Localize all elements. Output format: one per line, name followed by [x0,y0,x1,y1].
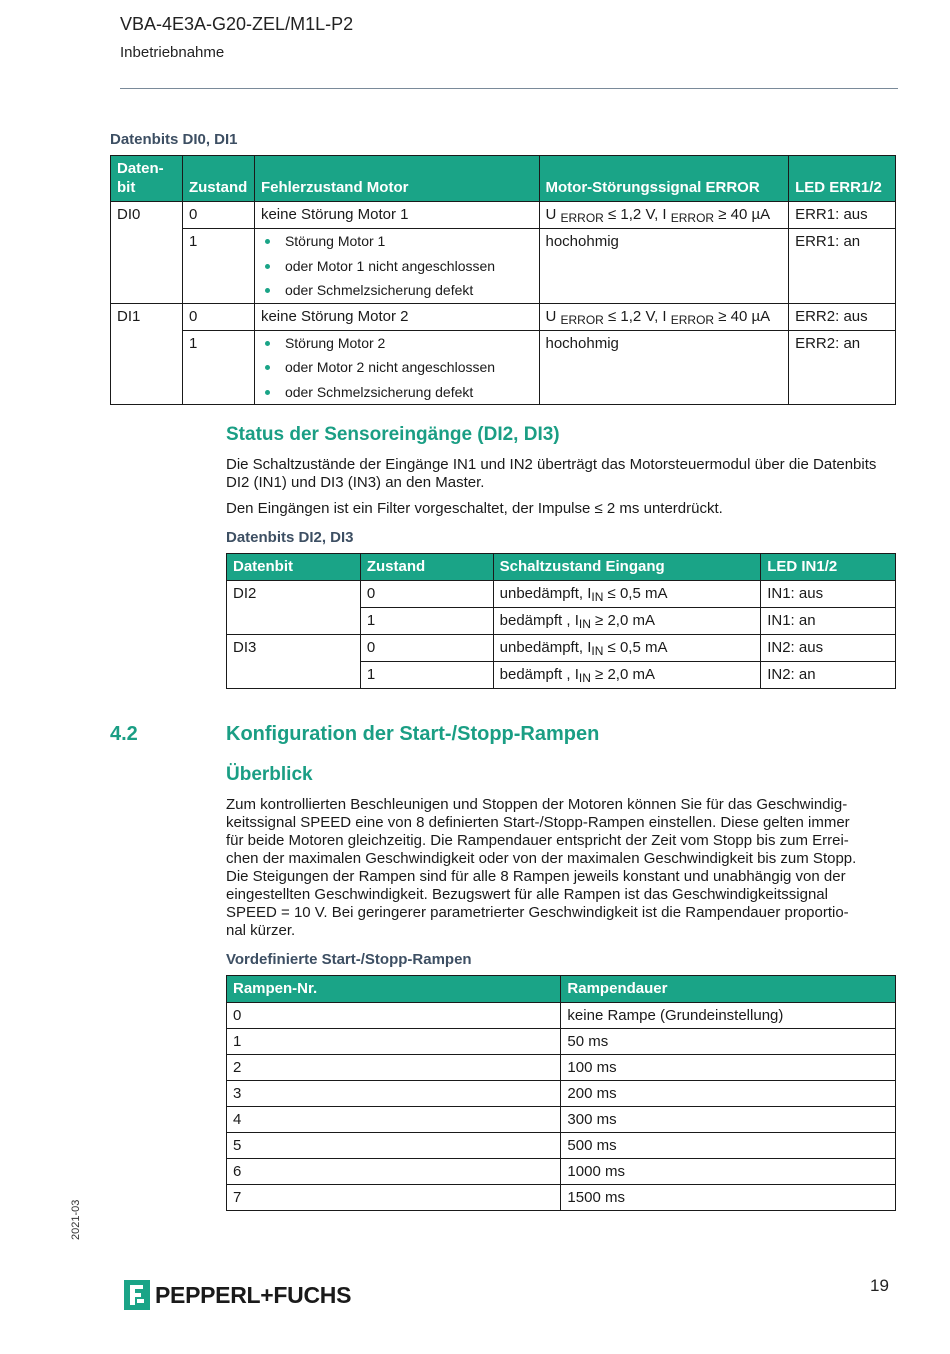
cell-ramp-no: 3 [227,1081,561,1107]
sensor-paragraph-2: Den Eingängen ist ein Filter vorgeschaltet, der Impulse ≤ 2 ms unterdrückt. [226,500,723,517]
section-heading-sensor: Status der Sensoreingänge (DI2, DI3) [226,424,560,445]
cell-ramp-no: 0 [227,1003,561,1029]
cell-led: IN2: an [761,662,896,689]
cell-signal: hochohmig [539,229,789,304]
logo-text: PEPPERL+FUCHS [155,1281,352,1308]
pepperl-fuchs-logo [124,1279,351,1311]
logo-mark-icon [124,1280,150,1310]
cell-bit: DI1 [111,303,183,330]
cell-ramp-no: 4 [227,1107,561,1133]
cell-bit [111,330,183,405]
cell-fault-list [254,229,539,304]
document-title: VBA-4E3A-G20-ZEL/M1L-P2 [120,14,354,34]
chapter-title: Konfiguration der Start-/Stopp-Rampen [226,723,600,745]
table-row [227,1003,896,1029]
cell-state: 1 [182,330,254,405]
text-line: Die Steigungen der Rampen sind für alle 8 Rampen jeweils konstant und unabhängig von der [226,868,846,885]
table2-header-row [227,554,896,581]
cell-state: 0 [182,202,254,229]
table-row [227,635,896,662]
table2-caption: Datenbits DI2, DI3 [226,529,354,546]
col-header: LED IN1/2 [761,554,896,581]
cell-led: ERR2: an [789,330,896,405]
text-line: chen der maximalen Geschwindigkeit oder von der maximalen Geschwindigkeit bis zum Stopp. [226,850,857,867]
cell-ramp-duration: 500 ms [561,1133,896,1159]
cell-signal: U $_{ERROR}$ ≤ 1,2 V, I $_{ERROR}$ ≥ 40 µA [539,303,789,330]
cell-ramp-no: 2 [227,1055,561,1081]
list-item: oder Motor 2 nicht angeschlossen [261,355,533,380]
text-line: für beide Motoren gleichzeitig. Die Rampendauer entspricht der Zeit vom Stopp bis zum Errei- [226,832,849,849]
overview-paragraph [226,796,898,940]
list-item: Störung Motor 1 [261,229,533,254]
table1-header-row [111,156,896,202]
cell-state: 1 [360,608,493,635]
list-item: oder Schmelzsicherung defekt [261,278,533,303]
table-datenbits-di0-di1 [110,155,896,405]
table3-header-row [227,976,896,1003]
table-row [227,1133,896,1159]
text-line: eingestellten Geschwindigkeit. Bezugswert für alle Rampen ist das Geschwindigkeitssignal [226,886,828,903]
date-code: 2021-03 [70,1199,82,1240]
cell-ramp-duration: 1500 ms [561,1185,896,1211]
cell-state: 1 [182,229,254,304]
col-header: Motor-Störungssignal ERROR [539,156,789,202]
text-line: Zum kontrollierten Beschleunigen und Stoppen der Motoren können Sie für das Geschwindig- [226,796,848,813]
col-header: LED ERR1/2 [789,156,896,202]
table-row [227,662,896,689]
cell-ramp-duration: keine Rampe (Grundeinstellung) [561,1003,896,1029]
cell-ramp-no: 5 [227,1133,561,1159]
cell-switch-state: unbedämpft, $I_{IN} \le 0,5$ mA [493,635,761,662]
chapter-number: 4.2 [110,723,138,745]
cell-switch-state: unbedämpft, $I_{IN} \le 0,5$ mA [493,581,761,608]
text-line: nal kürzer. [226,922,296,939]
cell-switch-state: bedämpft , $I_{IN} \ge 2,0$ mA [493,662,761,689]
sensor-paragraph-1: Die Schaltzustände der Eingänge IN1 und IN2 überträgt das Motorsteuermodul über die Datenbits DI2 (IN1) und DI3 (IN3) an den Master. [226,456,877,491]
cell-bit: DI0 [111,202,183,229]
col-header: Zustand [182,156,254,202]
chapter-subtitle: Inbetriebnahme [120,44,225,61]
col-header: Rampen-Nr. [227,976,561,1003]
table-row [227,1159,896,1185]
col-header: Datenbit [227,554,361,581]
table-row [111,229,896,304]
table-row [227,1029,896,1055]
cell-ramp-no: 7 [227,1185,561,1211]
cell-ramp-duration: 300 ms [561,1107,896,1133]
table-row [227,1107,896,1133]
cell-led: IN1: aus [761,581,896,608]
cell-bit [227,662,361,689]
text-line: keitssignal SPEED eine von 8 definierten Start-/Stopp-Rampen einstellen. Diese gelten immer [226,814,850,831]
cell-signal: U $_{ERROR}$ ≤ 1,2 V, I $_{ERROR}$ ≥ 40 µA [539,202,789,229]
list-item: oder Motor 1 nicht angeschlossen [261,254,533,279]
cell-ramp-duration: 1000 ms [561,1159,896,1185]
cell-ramp-no: 6 [227,1159,561,1185]
cell-led: ERR1: aus [789,202,896,229]
col-header: Zustand [360,554,493,581]
table-row [111,330,896,405]
cell-state: 0 [182,303,254,330]
table-row [227,1055,896,1081]
cell-fault: keine Störung Motor 2 [254,303,539,330]
cell-led: ERR1: an [789,229,896,304]
table-row [227,1081,896,1107]
cell-ramp-no: 1 [227,1029,561,1055]
table-row [227,608,896,635]
cell-signal: hochohmig [539,330,789,405]
cell-state: 1 [360,662,493,689]
header-divider [120,88,898,89]
page-number: 19 [870,1276,889,1295]
table1-caption: Datenbits DI0, DI1 [110,131,238,148]
cell-fault-list [254,330,539,405]
cell-led: IN2: aus [761,635,896,662]
cell-bit: DI3 [227,635,361,662]
cell-ramp-duration: 50 ms [561,1029,896,1055]
table-row [111,202,896,229]
cell-ramp-duration: 200 ms [561,1081,896,1107]
cell-state: 0 [360,581,493,608]
col-header: Rampendauer [561,976,896,1003]
table-datenbits-di2-di3 [226,553,896,689]
cell-led: IN1: an [761,608,896,635]
table3-caption: Vordefinierte Start-/Stopp-Rampen [226,951,472,968]
cell-fault: keine Störung Motor 1 [254,202,539,229]
table-row [111,303,896,330]
cell-ramp-duration: 100 ms [561,1055,896,1081]
cell-state: 0 [360,635,493,662]
cell-bit [111,229,183,304]
cell-bit [227,608,361,635]
table-row [227,1185,896,1211]
section-heading-overview: Überblick [226,764,313,785]
col-header: Daten-bit [111,156,183,202]
list-item: oder Schmelzsicherung defekt [261,380,533,405]
cell-led: ERR2: aus [789,303,896,330]
cell-switch-state: bedämpft , $I_{IN} \ge 2,0$ mA [493,608,761,635]
col-header: Fehlerzustand Motor [254,156,539,202]
text-line: SPEED = 10 V. Bei geringerer parametrierter Geschwindigkeit ist die Rampendauer proportio- [226,904,849,921]
cell-bit: DI2 [227,581,361,608]
list-item: Störung Motor 2 [261,331,533,356]
table-row [227,581,896,608]
col-header: Schaltzustand Eingang [493,554,761,581]
table-rampen [226,975,896,1211]
